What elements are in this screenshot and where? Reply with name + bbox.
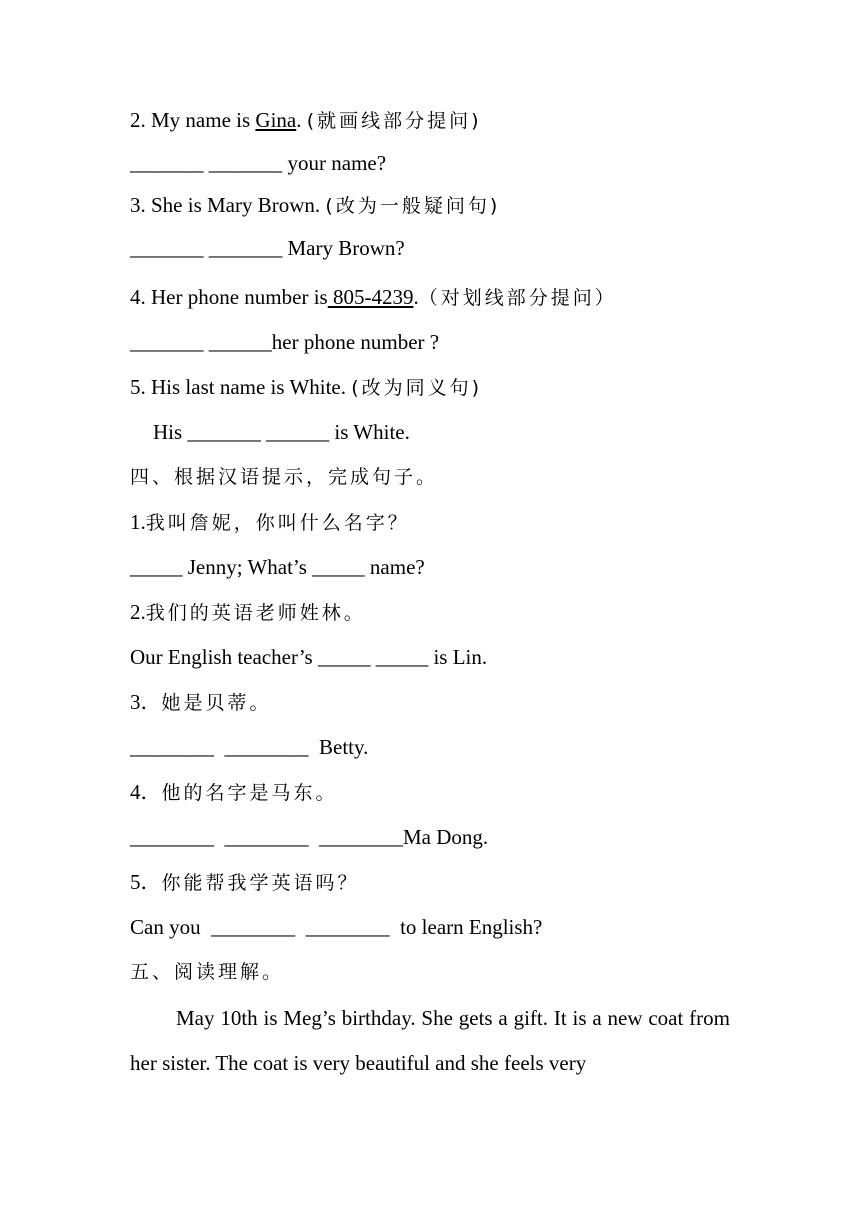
question-2 bbox=[130, 106, 482, 135]
section-5-heading: 五、阅读理解。 bbox=[130, 961, 285, 983]
question-5-answer-line: His _______ ______ is White. bbox=[153, 420, 410, 444]
reading-passage: May 10th is Meg’s birthday. She gets a gift. It is a new coat from her sister. The coat is very beautiful and she feels very bbox=[130, 1006, 730, 1075]
question-4-text-end: . bbox=[413, 285, 419, 309]
s4-item-1-chinese: 我叫詹妮，你叫什么名字？ bbox=[145, 512, 410, 534]
question-4-text: 4. Her phone number is bbox=[130, 285, 328, 309]
s4-item-4-prompt bbox=[130, 778, 338, 807]
s4-item-1-number: 1. bbox=[130, 510, 146, 534]
s4-item-1-answer-line: _____ Jenny; What’s _____ name? bbox=[130, 555, 425, 579]
question-4-answer-line: _______ ______her phone number ? bbox=[130, 330, 440, 354]
s4-item-4-number: 4． bbox=[130, 780, 162, 804]
question-2-answer-line: _______ _______ your name? bbox=[130, 151, 387, 175]
question-4 bbox=[130, 283, 617, 312]
s4-item-4-chinese: 他的名字是马东。 bbox=[161, 782, 338, 804]
s4-item-3-number: 3． bbox=[130, 690, 162, 714]
s4-item-4-answer-line: ________ ________ ________Ma Dong. bbox=[130, 825, 489, 849]
question-3 bbox=[130, 191, 500, 220]
question-2-instruction: (就画线部分提问) bbox=[306, 110, 482, 132]
question-2-underlined: Gina bbox=[255, 108, 297, 132]
s4-item-2-number: 2. bbox=[130, 600, 146, 624]
s4-item-3-prompt bbox=[130, 688, 272, 717]
s4-item-2-chinese: 我们的英语老师姓林。 bbox=[145, 602, 366, 624]
question-4-underlined: 805-4239 bbox=[327, 285, 414, 309]
s4-item-2-prompt bbox=[130, 598, 366, 627]
s4-item-3-chinese: 她是贝蒂。 bbox=[161, 692, 272, 714]
question-5-text: 5. His last name is White. bbox=[130, 375, 352, 399]
question-2-text-end: . bbox=[296, 108, 307, 132]
s4-item-3-answer-line: ________ ________ Betty. bbox=[130, 735, 369, 759]
question-5 bbox=[130, 373, 482, 402]
s4-item-5-number: 5． bbox=[130, 870, 162, 894]
question-3-text: 3. She is Mary Brown. bbox=[130, 193, 326, 217]
s4-item-1-prompt bbox=[130, 508, 410, 537]
s4-item-5-answer-line: Can you ________ ________ to learn English? bbox=[130, 915, 543, 939]
question-5-instruction: (改为同义句) bbox=[351, 377, 483, 399]
question-3-instruction: (改为一般疑问句) bbox=[325, 195, 501, 217]
question-3-answer-line: _______ _______ Mary Brown? bbox=[130, 236, 405, 260]
section-4-heading: 四、根据汉语提示，完成句子。 bbox=[130, 466, 439, 488]
question-4-instruction: （对划线部分提问） bbox=[418, 287, 617, 309]
s4-item-5-prompt bbox=[130, 868, 360, 897]
s4-item-5-chinese: 你能帮我学英语吗？ bbox=[161, 872, 360, 894]
question-2-text: 2. My name is bbox=[130, 108, 256, 132]
s4-item-2-answer-line: Our English teacher’s _____ _____ is Lin. bbox=[130, 645, 488, 669]
